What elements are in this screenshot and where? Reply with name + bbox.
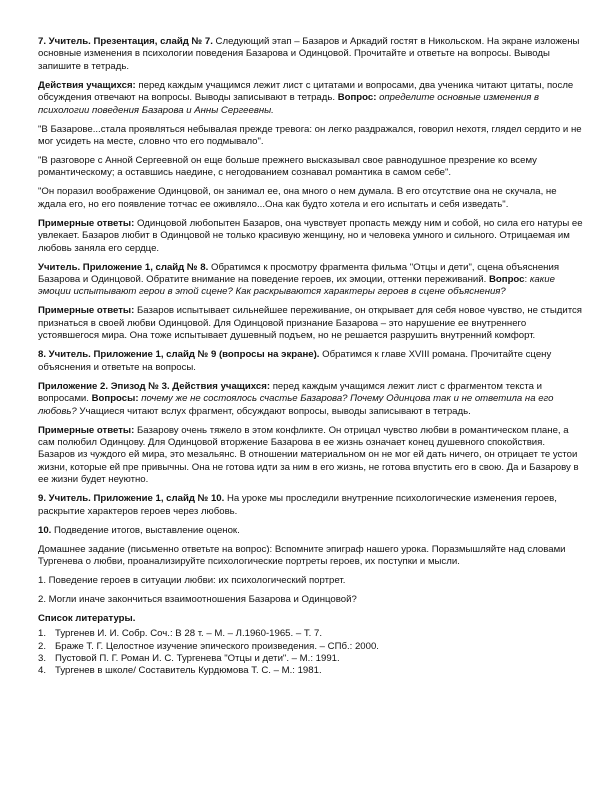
paragraph xyxy=(38,493,584,518)
paragraph xyxy=(38,425,584,487)
paragraph xyxy=(38,544,584,569)
paragraph xyxy=(38,594,584,606)
paragraph xyxy=(38,80,584,117)
text-run: Подведение итогов, выставление оценок. xyxy=(51,524,240,536)
bold-run: Учитель. Приложение 1, слайд № 8. xyxy=(38,261,209,273)
bold-run: Примерные ответы: xyxy=(38,305,135,317)
bold-run: Вопросы: xyxy=(91,393,139,405)
paragraph xyxy=(38,305,584,342)
lesson-text xyxy=(38,36,584,606)
text-run: Учащиеся читают вслух фрагмент, обсуждают вопросы, выводы записывают в тетрадь. xyxy=(76,405,471,417)
text-run: "В разговоре с Анной Сергеевной он еще больше прежнего высказывал свое равнодушное презрение ко всему романтическому; а оставшись наедине, с негодованием сознавал романтика в самом себе". xyxy=(38,155,537,179)
reference-item: 4. Тургенев в школе/ Составитель Курдюмова Т. С. – М.: 1981. xyxy=(38,664,322,676)
text-run: Обратимся к просмотру фрагмента фильма "Отцы и дети", сцена объяснения Базарова и Одинцовой. Обратите внимание на поведение героев, их эмоции, оттенки переживаний. xyxy=(38,261,560,286)
references-heading: Список литературы. xyxy=(38,612,136,624)
paragraph xyxy=(38,381,584,418)
paragraph xyxy=(38,186,584,211)
paragraph xyxy=(38,575,584,587)
text-run: На уроке мы проследили внутренние психологические изменения героев, раскрытие характеров героев через любовь. xyxy=(38,493,557,517)
paragraph xyxy=(38,349,584,374)
bold-run: 10. xyxy=(38,524,52,536)
text-run: Домашнее задание (письменно ответьте на вопрос): Вспомните эпиграф нашего урока. Поразмышляйте над словами Тургенева о любви, проанализируйте психологические портреты героев, их поступки и мысли. xyxy=(38,543,566,567)
text-run: Обратимся к главе XVIII романа. Прочитайте сцену объяснения и ответьте на вопросы. xyxy=(38,349,552,373)
italic-run: определите основные изменения в психологии поведения Базарова и Анны Сергеевны. xyxy=(38,92,540,116)
paragraph xyxy=(38,525,584,537)
text-run: перед каждым учащимся лежит лист с цитатами и вопросами, два ученика читают цитаты, после обсуждения отвечают на вопросы. Выводы записывают в тетрадь. xyxy=(38,79,574,104)
bold-run: 9. Учитель. Приложение 1, слайд № 10. xyxy=(38,493,225,505)
bold-run: 8. Учитель. Приложение 1, слайд № 9 (вопросы на экране). xyxy=(38,349,320,361)
text-run: "В Базарове...стала проявляться небывалая прежде тревога: он легко раздражался, говорил нехотя, глядел сердито и не мог усидеть на месте, словно что его подмывало". xyxy=(38,123,582,148)
reference-item: 2. Браже Т. Г. Целостное изучение эпического произведения. – СПб.: 2000. xyxy=(38,640,379,652)
bold-run: Примерные ответы: xyxy=(38,217,135,229)
bold-run: Вопрос xyxy=(488,274,525,286)
paragraph xyxy=(38,36,584,73)
bold-run: Приложение 2. Эпизод № 3. Действия учащихся: xyxy=(38,380,271,392)
text-run: Базарову очень тяжело в этом конфликте. Он отрицал чувство любви в романтическом плане, а сам полюбил Одинцову. Для Одинцовой вторжение Базарова в ее жизнь означает конец душевного спокойствия. Базаров из чуждого ей мира, это мезальянс. В отношении материальном он не мог ей дать ничего, он отрицает те устои жизни, которые ей пре привычны. Она не готова идти за ним в его жизнь, не готова впустить его в свою. Да и Базарову в ее жизни будет неуютно. xyxy=(38,424,579,486)
text-run: 1. Поведение героев в ситуации любви: их психологический портрет. xyxy=(38,574,346,586)
italic-run: почему же не состоялось счастье Базарова? Почему Одинцова так и не ответила на его любовь? xyxy=(38,393,554,417)
paragraph xyxy=(38,124,584,149)
italic-run: какие эмоции испытывают герои в этой сцене? Как раскрываются характеры героев в сцене объяснения? xyxy=(38,274,555,298)
text-run: перед каждым учащимся лежит лист с фрагментом текста и вопросами. xyxy=(38,380,542,405)
reference-item: 1. Тургенев И. И. Собр. Соч.: В 28 т. – М. – Л.1960-1965. – Т. 7. xyxy=(38,628,322,640)
text-run: Одинцовой любопытен Базаров, она чувствует пропасть между ним и собой, но сила его натуры ее увлекает. Базаров любит в Одинцовой не только красивую женщину, но и человека умного и сильного. Отрицаемая им любовь заняла его сердце. xyxy=(38,217,583,254)
text-run: Базаров испытывает сильнейшее переживание, он открывает для себя новое чувство, не стыдится признаться в своей любви Одинцовой. Для Одинцовой признание Базарова – это нарушение ее внутреннего устоявшегося мира. Она тоже испытывает душевный подъем, но не решается разрушить внутренний комфорт. xyxy=(38,305,583,342)
references-list xyxy=(38,628,584,677)
paragraph xyxy=(38,218,584,255)
paragraph xyxy=(38,155,584,180)
reference-item: 3. Пустовой П. Г. Роман И. С. Тургенева "Отцы и дети". – М.: 1991. xyxy=(38,652,340,664)
bold-run: Примерные ответы: xyxy=(38,424,135,436)
text-run: : xyxy=(524,274,530,286)
paragraph xyxy=(38,262,584,299)
bold-run: Действия учащихся: xyxy=(38,79,136,91)
text-run: "Он поразил воображение Одинцовой, он занимал ее, она много о нем думала. В его отсутствие она не скучала, не ждала его, но его появление тотчас ее оживляло...Она как будто хотела и его испытать и себя изведать". xyxy=(38,186,557,210)
bold-run: Вопрос: xyxy=(337,92,377,104)
bold-run: 7. Учитель. Презентация, слайд № 7. xyxy=(38,36,213,47)
text-run: 2. Могли иначе закончиться взаимоотношения Базарова и Одинцовой? xyxy=(38,593,357,605)
text-run: Следующий этап – Базаров и Аркадий гостят в Никольском. На экране изложены основные изменения в психологии поведения Базарова и Одинцовой. Прочитайте и ответьте на вопросы. Выводы запишите в тетрадь. xyxy=(38,36,580,72)
